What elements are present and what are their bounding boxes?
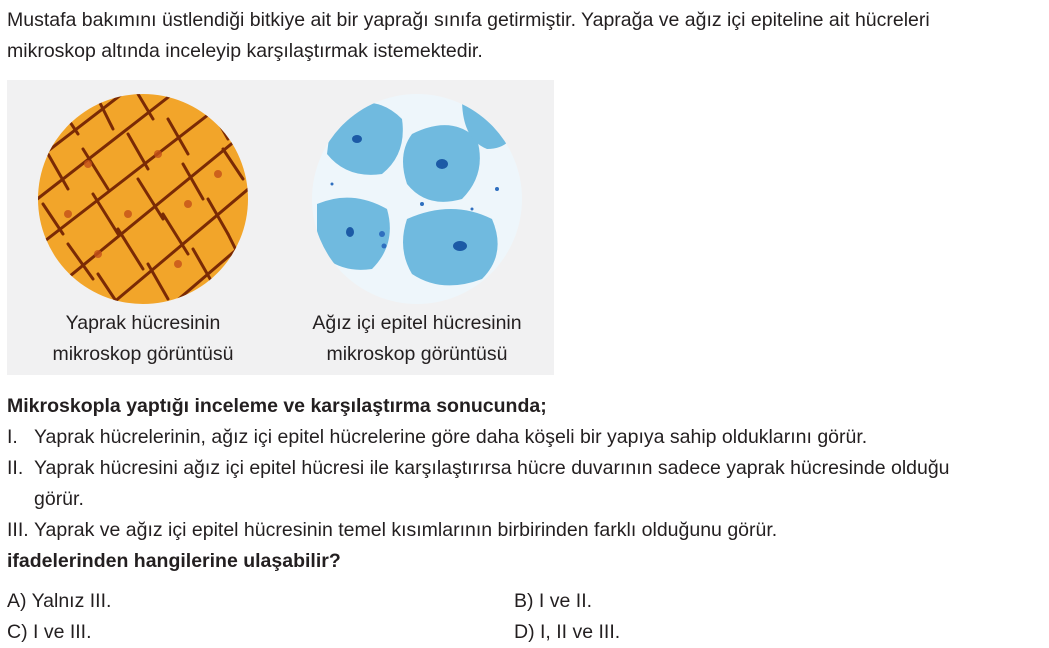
intro-line-1: Mustafa bakımını üstlendiği bitkiye ait bir yaprağı sınıfa getirmiştir. Yaprağa ve ağız içi epiteline ait hücreleri: [7, 9, 930, 31]
option-d[interactable]: [514, 617, 620, 648]
cheek-cell-micrograph: [312, 94, 522, 304]
statement-2: [7, 453, 950, 484]
statement-1: [7, 422, 867, 453]
leaf-caption-line-1: Yaprak hücresinin: [65, 312, 221, 334]
leaf-caption: [13, 308, 273, 370]
option-b-label: B): [514, 590, 534, 612]
question-prompt: ifadelerinden hangilerine ulaşabilir?: [7, 550, 341, 572]
option-d-text: I, II ve III.: [540, 621, 621, 643]
statement-3-number: III.: [7, 519, 29, 541]
leaf-cell-image: [38, 94, 248, 304]
cheek-caption-line-2: mikroskop görüntüsü: [326, 343, 508, 365]
option-a-label: A): [7, 590, 27, 612]
option-a-text: Yalnız III.: [31, 590, 112, 612]
figure-panel: [7, 80, 554, 375]
option-d-label: D): [514, 621, 535, 643]
statement-1-number: I.: [7, 426, 18, 448]
statement-1-text: Yaprak hücrelerinin, ağız içi epitel hücrelerine göre daha köşeli bir yapıya sahip olduklarını görür.: [34, 426, 868, 448]
option-a[interactable]: [7, 586, 111, 617]
option-b[interactable]: [514, 586, 592, 617]
option-b-text: I ve II.: [538, 590, 593, 612]
leaf-caption-line-2: mikroskop görüntüsü: [52, 343, 234, 365]
option-c[interactable]: [7, 617, 92, 648]
question-lead: Mikroskopla yaptığı inceleme ve karşılaştırma sonucunda;: [7, 395, 547, 417]
cheek-cell-image: [312, 94, 522, 304]
option-c-text: I ve III.: [33, 621, 92, 643]
statement-3: [7, 515, 777, 546]
leaf-cell-micrograph: [38, 94, 248, 304]
cheek-caption: [287, 308, 547, 370]
cheek-caption-line-1: Ağız içi epitel hücresinin: [312, 312, 522, 334]
intro-line-2: mikroskop altında inceleyip karşılaştırmak istemektedir.: [7, 40, 483, 62]
statement-3-text: Yaprak ve ağız içi epitel hücresinin temel kısımlarının birbirinden farklı olduğunu görür.: [34, 519, 778, 541]
statement-2-continuation: görür.: [34, 488, 84, 510]
statement-2-text: Yaprak hücresini ağız içi epitel hücresi ile karşılaştırırsa hücre duvarının sadece yaprak hücresinde olduğu: [34, 457, 950, 479]
question-intro: [7, 5, 1047, 67]
statement-2-number: II.: [7, 457, 24, 479]
option-c-label: C): [7, 621, 28, 643]
